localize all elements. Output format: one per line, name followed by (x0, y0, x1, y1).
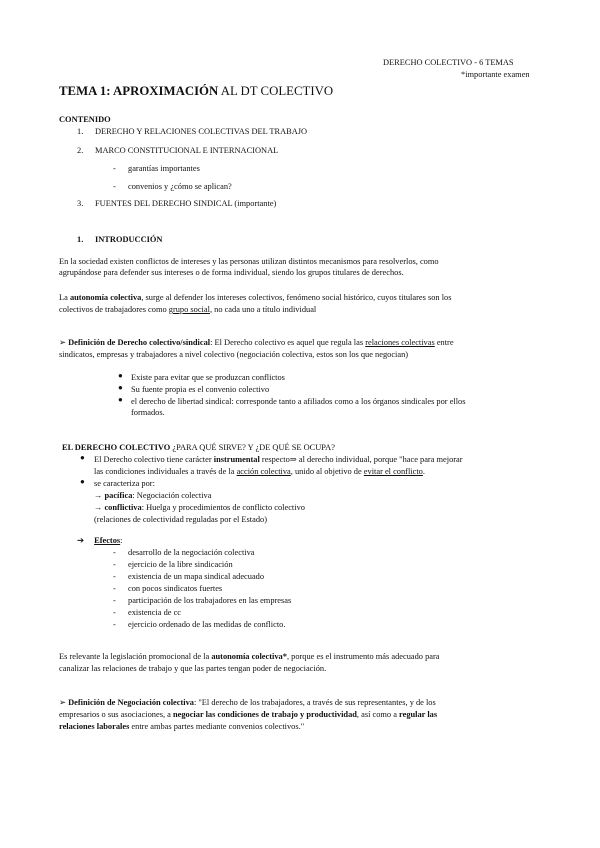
para-que-b1-c: respecto⇒ al derecho individual, porque "hace para mejorar (259, 455, 463, 464)
intro-p1-line1: En la sociedad existen conflictos de intereses y las personas utilizan distintos mecanismos para resolverlos, como (59, 257, 439, 266)
para-que-b1-l2-b: , unido al objetivo de (290, 467, 364, 476)
def-negociacion-line1 (59, 697, 436, 708)
para-que-b1-l2-a: las condiciones individuales a través de la (94, 467, 237, 476)
efectos-dash: - (113, 548, 116, 557)
title-rest: AL DT COLECTIVO (218, 84, 334, 98)
def-derecho-bullet-2: Su fuente propia es el convenio colectivo (131, 385, 270, 394)
efectos-item-4: con pocos sindicatos fuertes (128, 584, 223, 593)
right-arrow-icon: → (94, 503, 105, 512)
contents-item-num-2: 2. (77, 146, 84, 155)
para-que-c3: (relaciones de colectividad reguladas por el Estado) (94, 515, 268, 524)
contents-subitem-dash-2: - (113, 182, 116, 191)
contents-subitem-dash-1: - (113, 164, 116, 173)
header-note: *importante examen (461, 70, 530, 79)
def-negociacion-l2-bold2: regular las (399, 710, 438, 719)
bold-arrow-icon: ➔ (77, 536, 85, 545)
contents-subitem-2: convenios y ¿cómo se aplican? (128, 182, 232, 191)
efectos-dash: - (113, 584, 116, 593)
def-derecho-label: Definición de Derecho colectivo/sindical (68, 338, 211, 347)
para-que-c1-bold: pacífica (104, 491, 133, 500)
para-que-c2-bold: conflictiva (104, 503, 142, 512)
para-que-b1-l2-u1: acción colectiva (236, 467, 291, 476)
def-derecho-bullet-1: Existe para evitar que se produzcan conflictos (131, 373, 285, 382)
title-bold: TEMA 1: APROXIMACIÓN (59, 84, 219, 98)
para-que-heading (62, 442, 335, 453)
intro-p2-l2-c: , no cada uno a título individual (209, 305, 317, 314)
contents-item-3: FUENTES DEL DERECHO SINDICAL (importante) (95, 199, 277, 208)
para-que-b1-a: El Derecho colectivo tiene carácter (94, 455, 214, 464)
efectos-dash: - (113, 608, 116, 617)
def-negociacion-l2-c: , así como a (356, 710, 400, 719)
efectos-heading (77, 535, 123, 546)
contents-subitem-1: garantías importantes (128, 164, 200, 173)
intro-p2-line2 (59, 304, 316, 315)
def-derecho-underline: relaciones colectivas (365, 338, 435, 347)
para-que-heading-bold: EL DERECHO COLECTIVO (62, 443, 171, 452)
efectos-item-6: existencia de cc (128, 608, 182, 617)
relevante-a: Es relevante la legislación promocional de la (59, 652, 212, 661)
para-que-b1-l2-u2: evitar el conflicto (363, 467, 423, 476)
arrowhead-icon: ➢ (59, 338, 67, 347)
efectos-dash: - (113, 596, 116, 605)
relevante-line2: canalizar las relaciones de trabajo y que las partes tengan poder de negociación. (59, 664, 327, 673)
contents-item-num-1: 1. (77, 127, 84, 136)
contents-heading: CONTENIDO (59, 115, 111, 124)
contents-item-1: DERECHO Y RELACIONES COLECTIVAS DEL TRABAJO (95, 127, 308, 136)
para-que-b1-line1 (94, 454, 463, 465)
intro-p2-a: La (59, 293, 70, 302)
relevante-line1 (59, 651, 440, 662)
efectos-item-3: existencia de un mapa sindical adecuado (128, 572, 265, 581)
def-derecho-text-b: entre (434, 338, 454, 347)
relevante-c: , porque es el instrumento más adecuado para (286, 652, 440, 661)
para-que-b1-bold: instrumental (213, 455, 260, 464)
efectos-dash: - (113, 572, 116, 581)
arrowhead-icon: ➢ (59, 698, 67, 707)
intro-p1-line2: agrupándose para defender sus intereses o de forma individual, siendo los grupos titulares de derechos. (59, 268, 404, 277)
section-number: 1. (77, 235, 84, 244)
bullet-icon: ● (80, 453, 85, 462)
efectos-item-5: participación de los trabajadores en las empresas (128, 596, 292, 605)
def-negociacion-l3-b: entre ambas partes mediante convenios colectivos." (129, 722, 305, 731)
bullet-icon: ● (118, 395, 123, 404)
intro-p2-line1 (59, 292, 451, 303)
efectos-item-1: desarrollo de la negociación colectiva (128, 548, 255, 557)
page-title (59, 84, 333, 99)
intro-p2-bold: autonomía colectiva (69, 293, 142, 302)
bullet-icon: ● (118, 383, 123, 392)
bullet-icon: ● (118, 371, 123, 380)
para-que-b2: se caracteriza por: (94, 479, 155, 488)
bullet-icon: ● (80, 477, 85, 486)
def-derecho-text-a: : El Derecho colectivo es aquel que regula las (210, 338, 366, 347)
def-negociacion-l2-bold: negociar las condiciones de trabajo y productividad (172, 710, 357, 719)
para-que-b1-line2 (94, 466, 425, 477)
def-derecho-line2: sindicatos, empresas y trabajadores a nivel colectivo (negociación colectiva, estos son los que negocian) (59, 350, 409, 359)
para-que-b1-l2-c: . (422, 467, 425, 476)
relevante-bold: autonomía colectiva* (211, 652, 287, 661)
para-que-c2-rest: : Huelga y procedimientos de conflicto colectivo (141, 503, 305, 512)
para-que-c2 (94, 502, 305, 513)
header-course: DERECHO COLECTIVO - 6 TEMAS (383, 58, 514, 67)
def-negociacion-l2-a: empresarios o sus asociaciones, a (59, 710, 173, 719)
efectos-item-2: ejercicio de la libre sindicación (128, 560, 233, 569)
def-derecho-line1 (59, 337, 454, 348)
para-que-heading-rest: ¿PARA QUÉ SIRVE? Y ¿DE QUÉ SE OCUPA? (170, 443, 335, 452)
intro-p2-l2-a: colectivos de trabajadores como (59, 305, 169, 314)
def-derecho-bullet-3-cont: formados. (131, 408, 165, 417)
intro-p2-c: , surge al defender los intereses colectivos, fenómeno social histórico, cuyos titulares son los (141, 293, 452, 302)
intro-p2-l2-underline: grupo social (168, 305, 210, 314)
efectos-label: Efectos (94, 536, 121, 545)
def-negociacion-l3-bold: relaciones laborales (59, 722, 130, 731)
efectos-item-7: ejercicio ordenado de las medidas de conflicto. (128, 620, 286, 629)
def-negociacion-line2 (59, 709, 437, 720)
def-negociacion-line3 (59, 721, 304, 732)
def-derecho-bullet-3: el derecho de libertad sindical: corresponde tanto a afiliados como a los órganos sindicales por ellos (131, 397, 466, 406)
efectos-dash: - (113, 620, 116, 629)
para-que-c1 (94, 490, 211, 501)
section-heading: INTRODUCCIÓN (95, 235, 163, 244)
right-arrow-icon: → (94, 491, 105, 500)
contents-item-num-3: 3. (77, 199, 84, 208)
def-negociacion-a: : "El derecho de los trabajadores, a través de sus representantes, y de los (193, 698, 436, 707)
efectos-colon: : (120, 536, 123, 545)
para-que-c1-rest: : Negociación colectiva (132, 491, 212, 500)
def-negociacion-label: Definición de Negociación colectiva (68, 698, 194, 707)
contents-item-2: MARCO CONSTITUCIONAL E INTERNACIONAL (95, 146, 279, 155)
efectos-dash: - (113, 560, 116, 569)
